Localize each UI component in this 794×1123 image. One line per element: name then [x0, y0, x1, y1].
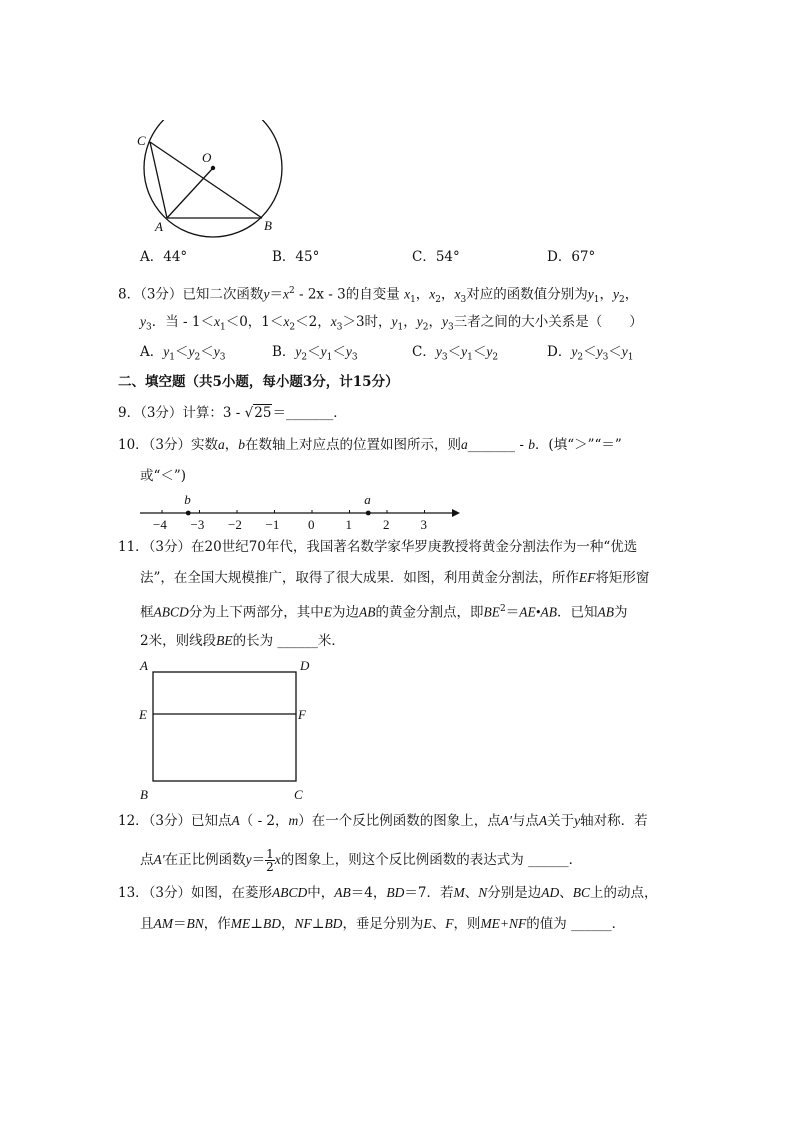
q7-option-d: D．67° [547, 249, 596, 265]
q11-line3: 框ABCD分为上下两部分，其中E为边AB的黄金分割点，即$BE^2=AE•AB$．已知AB为 [140, 604, 628, 621]
q8-line2: $y_3$．当 - $1<x_1<0$，$1<x_2<2$，$x_3>3$时，$y_1$，$y_2$，$y_3$三者之间的大小关系是（ ） [140, 314, 643, 333]
point-a [366, 511, 371, 516]
circle-figure [128, 120, 288, 240]
arrow-head [452, 509, 460, 517]
point-label-b: b [184, 492, 191, 507]
circle [144, 120, 282, 237]
point-b [186, 511, 191, 516]
segment-ca [150, 142, 167, 218]
tick-label: −3 [190, 517, 205, 532]
tick-label: −2 [228, 517, 242, 532]
label-c: C [294, 787, 303, 802]
tick-label: −4 [153, 517, 167, 532]
q8-line1: 8．（3分）已知二次函数$y=x^2 - 2x - 3$的自变量 $x_1$，$x_2$，$x_3$对应的函数值分别为$y_1$，$y_2$， [118, 286, 639, 306]
q11-line4: 2米，则线段BE的长为 ______米． [140, 633, 345, 649]
q8-option-c: C．$y_3<y_1<y_2$ [412, 344, 499, 363]
tick-label: 3 [420, 517, 427, 532]
q12-line2: 点A'在正比例函数y＝ $\frac{1}{2}$ x的图象上，则这个反比例函数的表达式为 ______． [140, 847, 583, 874]
q10-line2: 或“＜”) [140, 468, 187, 484]
sqrt-sign: √ [244, 405, 254, 421]
point-label-a: a [364, 492, 371, 507]
q7-option-a: A．44° [140, 249, 188, 265]
label-b: B [140, 787, 148, 802]
q11-line1: 11．（3分）在20世纪70年代，我国著名数学家华罗庚教授将黄金分割法作为一种“优选 [118, 539, 638, 555]
q9-line: 9．（3分）计算：3 - √25＝_______． [118, 405, 347, 421]
q12-line1: 12．（3分）已知点A（ - 2，m）在一个反比例函数的图象上，点A'与点A关于y轴对称．若 [118, 813, 648, 829]
q10-line1: 10．（3分）实数a，b在数轴上对应点的位置如图所示，则a_______ - b．(填“＞”“＝” [118, 437, 622, 453]
label-a: A [140, 658, 148, 673]
label-e: E [139, 707, 147, 722]
rectangle-figure [134, 656, 324, 804]
tick-label: 1 [345, 517, 352, 532]
q7-option-c: C．54° [412, 249, 460, 265]
label-a: A [155, 219, 163, 234]
q8-option-b: B．$y_2<y_1<y_3$ [272, 344, 358, 363]
label-f: F [298, 707, 306, 722]
tick-label: −1 [265, 517, 280, 532]
q8-option-d: D．$y_2<y_3<y_1$ [547, 344, 634, 363]
label-o: O [202, 150, 212, 165]
number-line [136, 486, 466, 534]
q13-line1: 13．（3分）如图，在菱形ABCD中，AB＝4，BD＝7．若M、N分别是边AD、BC上的动点， [118, 885, 658, 901]
fraction-one-half: $\frac{1}{2}$ [266, 847, 274, 874]
q11-line2: 法”，在全国大规模推广，取得了很大成果．如图，利用黄金分割法，所作EF将矩形窗 [140, 570, 650, 586]
label-c: C [137, 133, 146, 148]
q8-option-a: A．$y_1<y_2<y_3$ [140, 344, 226, 363]
center-dot [211, 166, 215, 170]
tick-label: 2 [383, 517, 390, 532]
label-b: B [264, 218, 272, 233]
section-heading: 二、填空题（共5小题，每小题3分，计15分） [118, 374, 399, 390]
tick-label: 0 [308, 517, 315, 532]
q13-line2: 且AM＝BN，作ME⊥BD，NF⊥BD，垂足分别为E、F，则ME+NF的值为 ______． [140, 916, 626, 932]
q7-option-b: B．45° [272, 249, 320, 265]
segment-ao [167, 168, 213, 218]
label-d: D [300, 658, 310, 673]
rectangle-abcd [153, 672, 296, 781]
